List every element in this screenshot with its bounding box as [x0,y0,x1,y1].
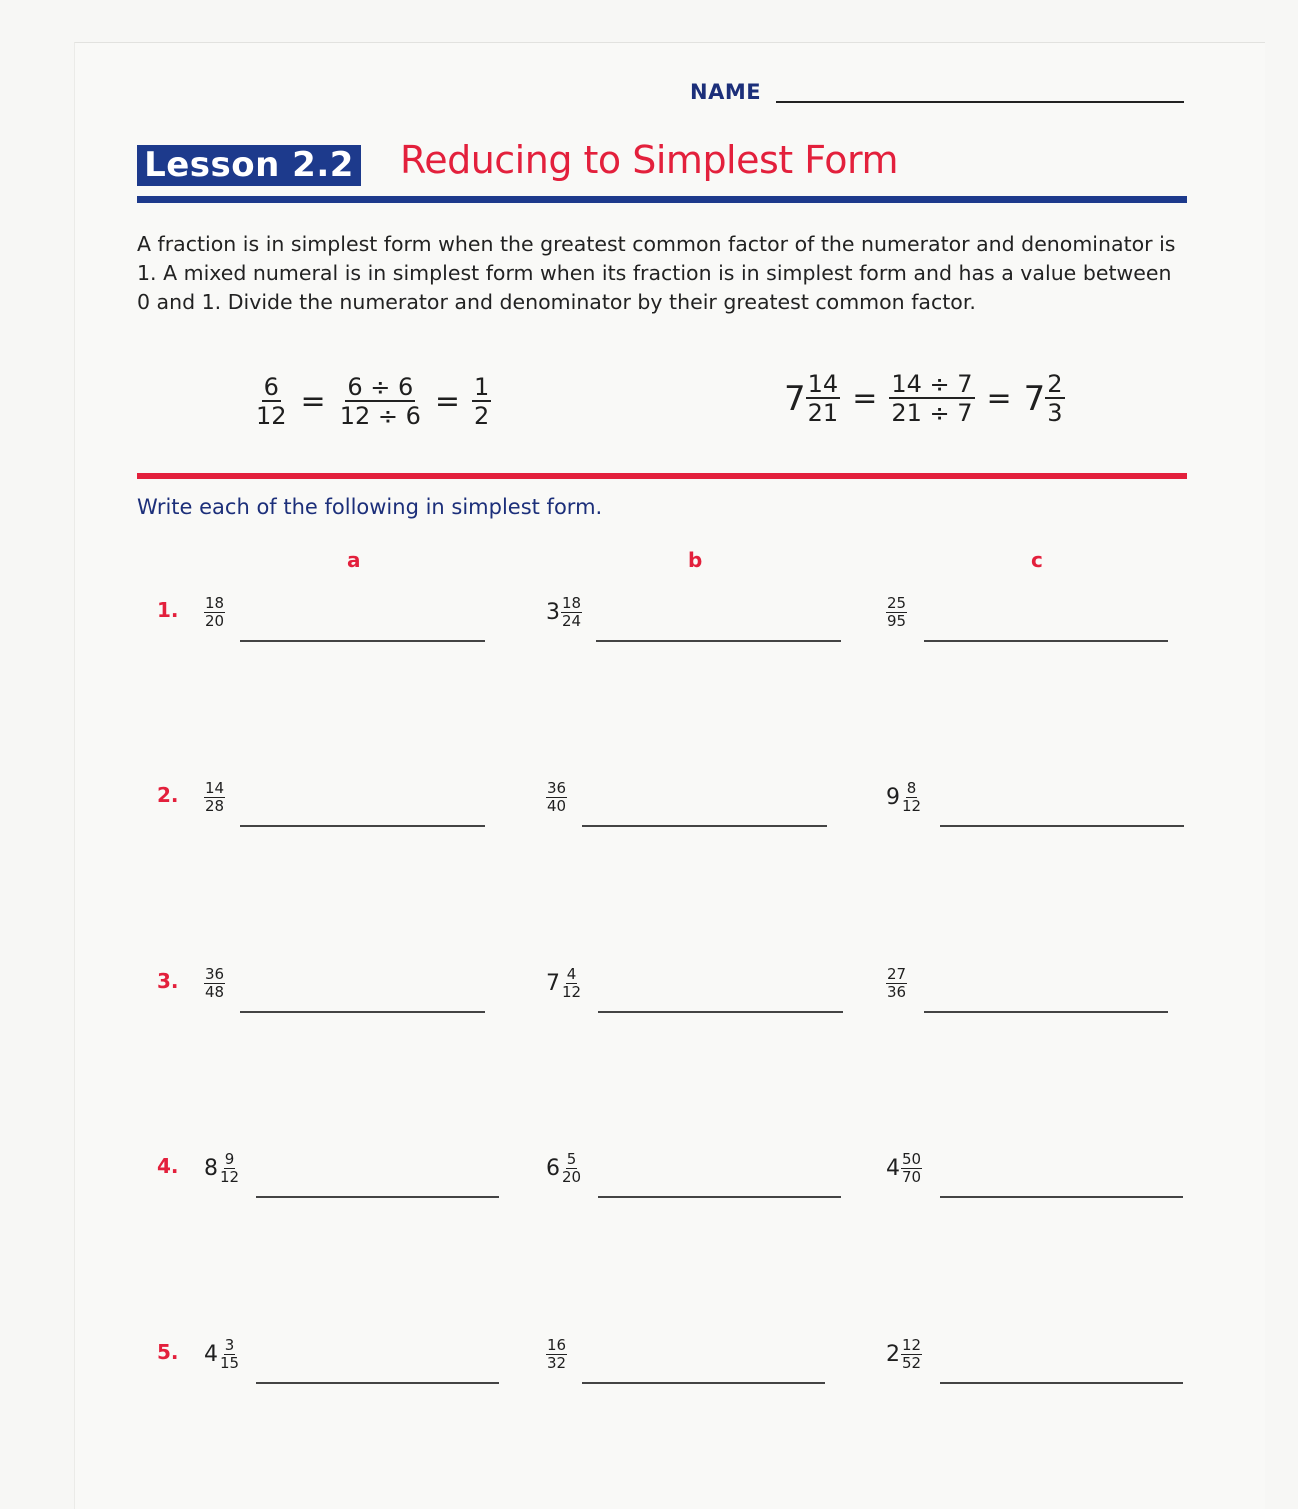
section-divider [137,473,1187,479]
numerator: 8 [906,779,917,797]
problem-3c-expression [886,967,907,1000]
title-divider [137,196,1187,203]
problem-number: 3. [157,969,179,993]
whole-number: 7 [1023,378,1046,419]
whole-number: 4 [886,1156,900,1181]
problem-3a-expression [204,967,225,1000]
column-label-b: b [688,548,703,572]
denominator: 12 [256,402,287,430]
numerator: 18 [562,594,582,612]
example-division [338,375,423,428]
example-fraction [254,375,289,428]
example-mixed-numeral [784,372,1065,425]
problem-number: 5. [157,1340,179,1364]
numerator: 14 ÷ 7 [891,370,973,398]
fraction [204,967,225,1000]
lesson-badge: Lesson 2.2 [137,145,361,186]
problem-1c-expression [886,596,907,629]
lesson-title: Reducing to Simplest Form [400,138,898,182]
problem-4c-expression [886,1152,922,1185]
numerator: 3 [224,1336,235,1354]
problem-5c-expression [886,1338,922,1371]
whole-number: 4 [204,1342,218,1367]
denominator: 12 [220,1168,240,1186]
numerator: 5 [566,1150,577,1168]
equals-sign: = [852,381,878,416]
instructions: Write each of the following in simplest form. [137,495,603,519]
intro-paragraph: A fraction is in simplest form when the greatest common factor of the numerator and denominator is 1. A mixed numeral is in simplest form when its fraction is in simplest form and has a value between 0 and 1. Divide the numerator and denominator by their greatest common factor. [137,232,1176,314]
problem-2a-expression [204,781,225,814]
answer-line-1a[interactable] [240,640,485,642]
fraction [561,967,582,1000]
whole-number: 9 [886,785,900,810]
fraction [546,1338,567,1371]
denominator: 52 [902,1354,922,1372]
numerator: 4 [566,965,577,983]
problem-5b-expression [546,1338,567,1371]
column-label-c: c [1031,548,1043,572]
answer-line-1b[interactable] [596,640,841,642]
problem-2c-expression [886,781,922,814]
fraction [901,1338,922,1371]
column-label-a: a [347,548,361,572]
problem-4b-expression [546,1152,582,1185]
denominator: 21 [807,399,839,427]
denominator: 3 [1047,399,1063,427]
numerator: 1 [474,373,490,401]
numerator: 16 [547,1336,567,1354]
numerator: 50 [902,1150,922,1168]
answer-line-3a[interactable] [240,1011,485,1013]
whole-number: 6 [546,1156,560,1181]
example-simple-fraction [254,375,491,428]
problem-1a-expression [204,596,225,629]
whole-number: 2 [886,1342,900,1367]
answer-line-4b[interactable] [598,1196,841,1198]
numerator: 14 [807,370,839,398]
name-field-line[interactable] [776,101,1184,103]
denominator: 20 [205,612,225,630]
numerator: 2 [1047,370,1063,398]
fraction [204,781,225,814]
denominator: 36 [887,983,907,1001]
fraction [886,967,907,1000]
numerator: 36 [547,779,567,797]
example-fraction [806,372,841,425]
example-result [1045,372,1064,425]
denominator: 20 [562,1168,582,1186]
problem-1b-expression [546,596,582,629]
problem-number: 1. [157,598,179,622]
answer-line-4c[interactable] [940,1196,1183,1198]
whole-number: 7 [784,378,806,419]
answer-line-3c[interactable] [924,1011,1168,1013]
numerator: 25 [887,594,907,612]
fraction [546,781,567,814]
fraction [219,1152,240,1185]
denominator: 32 [547,1354,567,1372]
fraction [561,1152,582,1185]
example-division [889,372,974,425]
equals-sign: = [300,384,326,419]
equals-sign: = [986,381,1012,416]
denominator: 28 [205,797,225,815]
answer-line-3b[interactable] [598,1011,843,1013]
answer-line-4a[interactable] [256,1196,499,1198]
fraction [204,596,225,629]
fraction [901,781,922,814]
whole-number: 8 [204,1156,218,1181]
answer-line-2b[interactable] [582,825,827,827]
problem-number: 2. [157,783,179,807]
fraction [901,1152,922,1185]
problem-4a-expression [204,1152,240,1185]
numerator: 12 [902,1336,922,1354]
numerator: 27 [887,965,907,983]
answer-line-2c[interactable] [940,825,1184,827]
denominator: 24 [562,612,582,630]
problem-number: 4. [157,1154,179,1178]
denominator: 48 [205,983,225,1001]
equals-sign: = [434,384,461,419]
denominator: 70 [902,1168,922,1186]
answer-line-5c[interactable] [940,1382,1183,1384]
denominator: 2 [474,402,490,430]
denominator: 12 [902,797,922,815]
numerator: 6 ÷ 6 [347,373,414,401]
fraction [561,596,582,629]
denominator: 12 ÷ 6 [339,402,421,430]
denominator: 95 [887,612,907,630]
name-label: NAME [690,80,762,104]
whole-number: 3 [546,600,560,625]
denominator: 40 [547,797,567,815]
denominator: 21 ÷ 7 [891,399,973,427]
numerator: 6 [263,373,279,401]
problem-2b-expression [546,781,567,814]
fraction [886,596,907,629]
whole-number: 7 [546,971,560,996]
denominator: 15 [220,1354,240,1372]
numerator: 18 [205,594,225,612]
problem-3b-expression [546,967,582,1000]
answer-line-5a[interactable] [256,1382,499,1384]
answer-line-5b[interactable] [582,1382,825,1384]
example-result [472,375,491,428]
answer-line-1c[interactable] [924,640,1168,642]
denominator: 12 [562,983,582,1001]
numerator: 36 [205,965,225,983]
fraction [219,1338,240,1371]
numerator: 14 [205,779,225,797]
problem-5a-expression [204,1338,240,1371]
numerator: 9 [224,1150,235,1168]
answer-line-2a[interactable] [240,825,485,827]
